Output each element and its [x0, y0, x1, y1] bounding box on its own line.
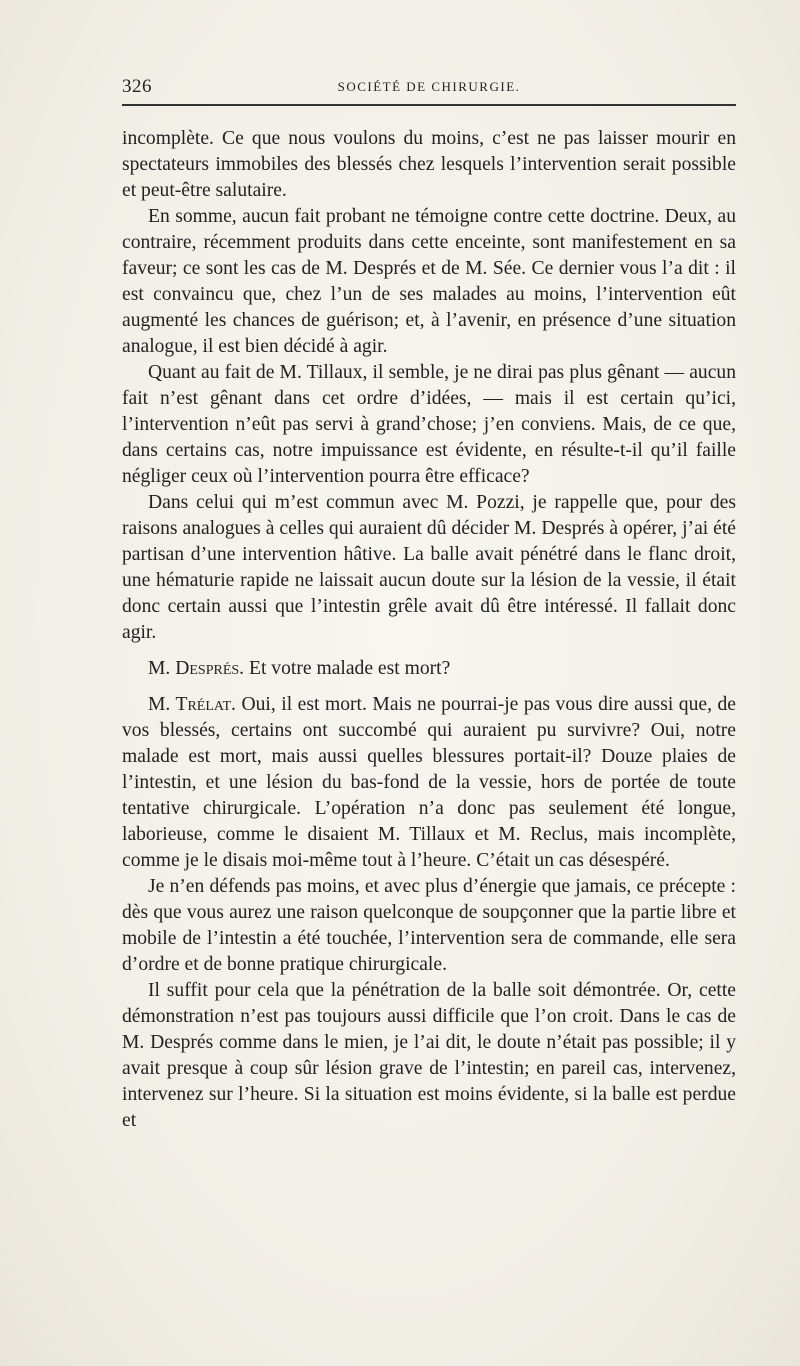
running-head: SOCIÉTÉ DE CHIRURGIE.	[337, 79, 521, 94]
dialogue-text: Oui, il est mort. Mais ne pourrai-je pas vous dire aussi que, de vos blessés, certains ont succombé qui auraient pu survivre? Oui, notre malade est mort, mais aussi quelles blessures portait-il? Douze plaies de l’intestin, et une lésion du bas-fond de la vessie, hors de portée de toute tentative chirurgicale. L’opération n’a donc pas seulement été longue, laborieuse, comme le disaient M. Tillaux et M. Reclus, mais incomplète, comme je le disais moi-même tout à l’heure. C’était un cas désespéré.	[122, 694, 736, 871]
dialogue-text: Et votre malade est mort?	[248, 658, 451, 679]
paragraph: En somme, aucun fait probant ne témoigne contre cette doctrine. Deux, au contraire, récemment produits dans cette enceinte, sont manifestement en sa faveur; ce sont les cas de M. Després et de M. Sée. Ce dernier vous l’a dit : il est convaincu que, chez l’un de ses malades au moins, l’intervention eût augmenté les chances de guérison; et, à l’avenir, en présence d’une situation analogue, il est bien décidé à agir.	[122, 206, 736, 357]
paragraph: Quant au fait de M. Tillaux, il semble, je ne dirai pas plus gênant — aucun fait n’est gênant dans cet ordre d’idées, — mais il est certain qu’ici, l’intervention n’eût pas servi à grand’chose; j’en conviens. Mais, de ce que, dans certains cas, notre impuissance est évidente, en résulte-t-il qu’il faille négliger ceux où l’intervention pourra être efficace?	[122, 362, 736, 487]
page-number: 326	[122, 76, 152, 97]
paragraph: Je n’en défends pas moins, et avec plus d’énergie que jamais, ce précepte : dès que vous aurez une raison quelconque de soupçonner que la partie libre et mobile de l’intestin a été touchée, l’intervention sera de commande, elle sera d’ordre et de bonne pratique chirurgicale.	[122, 876, 736, 975]
page-header	[122, 76, 736, 102]
body-text	[122, 126, 736, 1134]
speaker-name: M. Després.	[148, 658, 245, 679]
dialogue-paragraph	[122, 656, 736, 682]
speaker-name: M. Trélat.	[148, 694, 236, 715]
paragraph: Dans celui qui m’est commun avec M. Pozzi, je rappelle que, pour des raisons analogues à celles qui auraient dû décider M. Després à opérer, j’ai été partisan d’une intervention hâtive. La balle avait pénétré dans le flanc droit, une hématurie rapide ne laissait aucun doute sur la lésion de la vessie, il était donc certain aussi que l’intestin grêle avait dû être intéressé. Il fallait donc agir.	[122, 492, 736, 643]
dialogue-paragraph	[122, 692, 736, 874]
paragraph-continuation: incomplète. Ce que nous voulons du moins, c’est ne pas laisser mourir en spectateurs immobiles des blessés chez lesquels l’intervention serait possible et peut-être salutaire.	[122, 128, 736, 201]
header-rule	[122, 104, 736, 106]
paragraph: Il suffit pour cela que la pénétration de la balle soit démontrée. Or, cette démonstration n’est pas toujours aussi difficile que l’on croit. Dans le cas de M. Després comme dans le mien, je l’ai dit, le doute n’était pas possible; il y avait presque à coup sûr lésion grave de l’intestin; en pareil cas, intervenez, intervenez sur l’heure. Si la situation est moins évidente, si la balle est perdue et	[122, 980, 736, 1131]
